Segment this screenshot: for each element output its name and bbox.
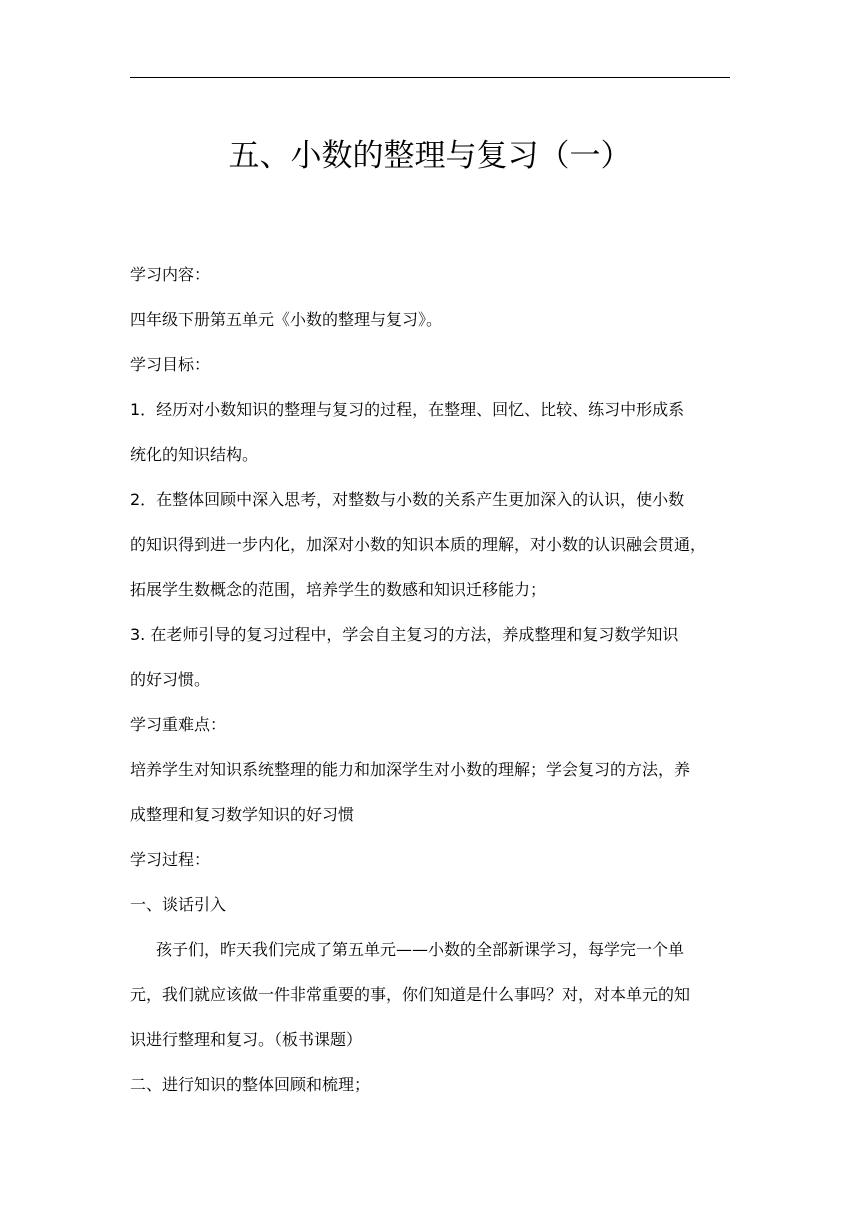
- text-line: 一、谈话引入: [130, 895, 227, 914]
- text-line: 的知识得到进一步内化，加深对小数的知识本质的理解，对小数的认识融会贯通，: [130, 535, 707, 554]
- text-line: 学习目标：: [130, 355, 211, 374]
- document-title: 五、小数的整理与复习（一）: [228, 138, 632, 174]
- text-line: 拓展学生数概念的范围，培养学生的数感和知识迁移能力；: [130, 580, 547, 599]
- text-line: 孩子们，昨天我们完成了第五单元——小数的全部新课学习，每学完一个单: [156, 940, 685, 959]
- text-line: 的好习惯。: [130, 670, 211, 689]
- text-line: 2．在整体回顾中深入思考，对整数与小数的关系产生更加深入的认识，使小数: [130, 490, 685, 509]
- text-line: 培养学生对知识系统整理的能力和加深学生对小数的理解；学会复习的方法，养: [130, 760, 691, 779]
- paragraph-goal-3: [130, 620, 730, 695]
- paragraph-content-heading: [130, 260, 730, 290]
- document-body: [130, 260, 730, 1115]
- text-line: 1．经历对小数知识的整理与复习的过程，在整理、回忆、比较、练习中形成系: [130, 400, 685, 419]
- text-line: 学习重难点：: [130, 715, 227, 734]
- paragraph-goal-2: [130, 485, 730, 605]
- paragraph-key-points-heading: [130, 710, 730, 740]
- text-line: 四年级下册第五单元《小数的整理与复习》。: [130, 310, 443, 329]
- text-line: 二、进行知识的整体回顾和梳理；: [130, 1075, 371, 1094]
- text-line: 统化的知识结构。: [130, 445, 259, 464]
- text-line: 3. 在老师引导的复习过程中，学会自主复习的方法，养成整理和复习数学知识: [130, 625, 679, 644]
- text-line: 元，我们就应该做一件非常重要的事，你们知道是什么事吗？对，对本单元的知: [130, 985, 691, 1004]
- text-line: 学习内容：: [130, 265, 211, 284]
- paragraph-section-2-heading: [130, 1070, 730, 1100]
- paragraph-goal-1: [130, 395, 730, 470]
- paragraph-intro-text: [130, 935, 730, 1055]
- header-rule: [130, 77, 730, 78]
- text-line: 成整理和复习数学知识的好习惯: [130, 805, 355, 824]
- paragraph-content-text: [130, 305, 730, 335]
- paragraph-key-points-text: [130, 755, 730, 830]
- text-line: 识进行整理和复习。（板书课题）: [130, 1030, 363, 1049]
- paragraph-goals-heading: [130, 350, 730, 380]
- text-line: 学习过程：: [130, 850, 211, 869]
- paragraph-process-heading: [130, 845, 730, 875]
- paragraph-section-1-heading: [130, 890, 730, 920]
